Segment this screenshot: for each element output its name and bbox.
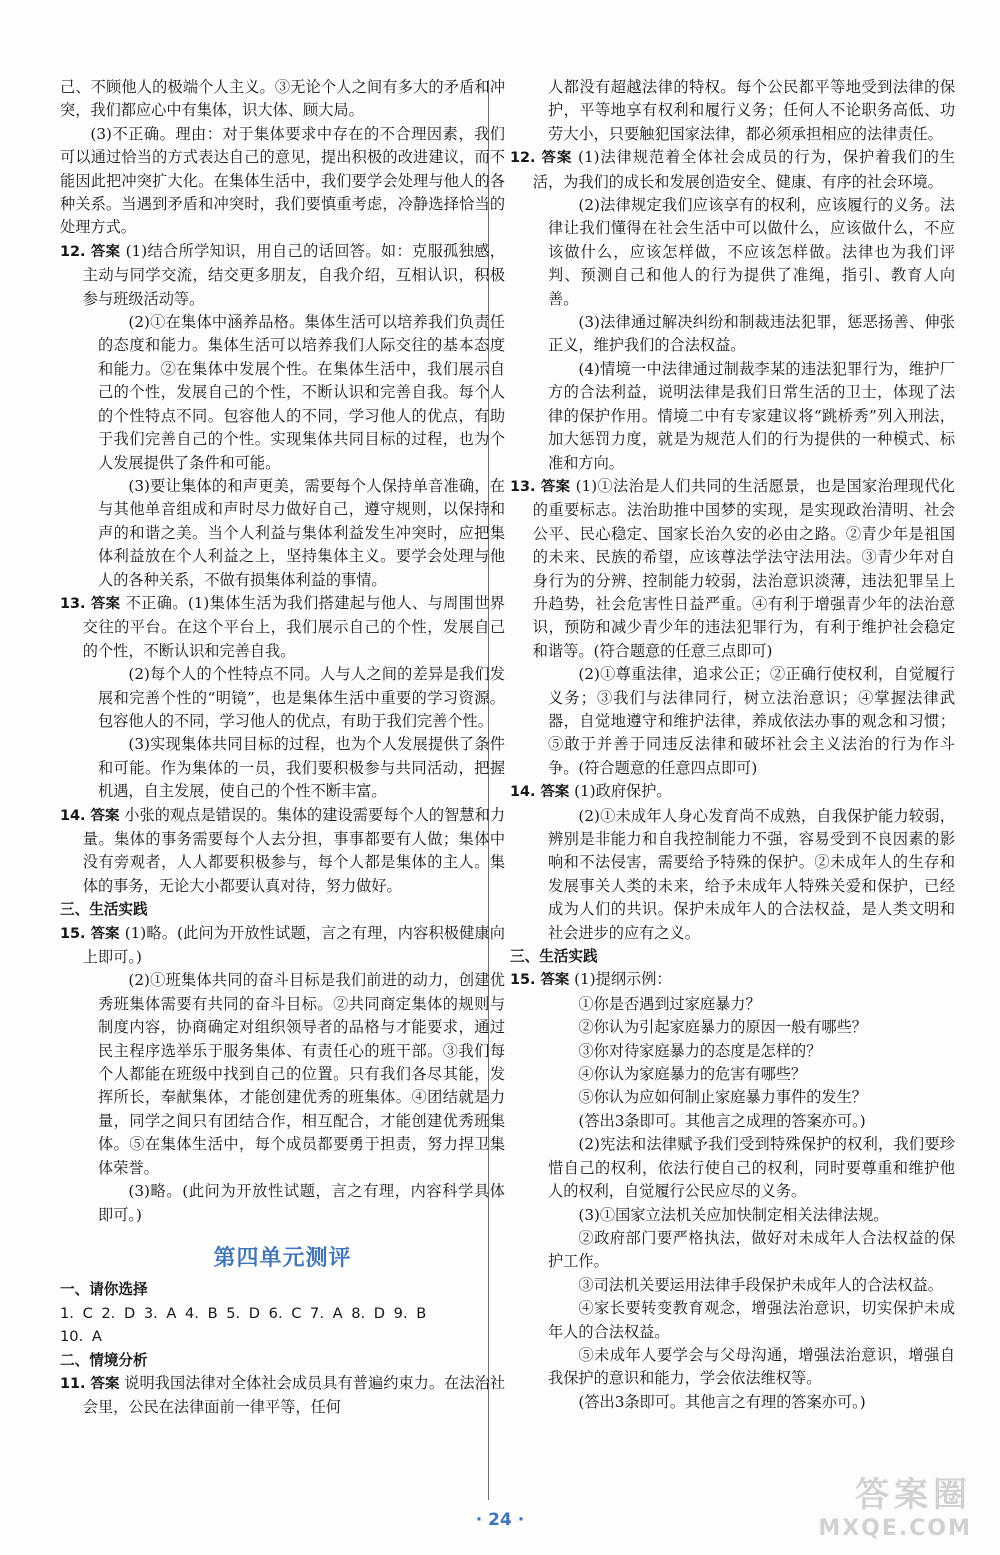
answer-text: (1)结合所学知识，用自己的话回答。如：克服孤独感，主动与同学交流，结交更多朋友，自我介绍，互相认识，积极参与班级活动等。 xyxy=(82,241,505,308)
answer-13 xyxy=(60,592,505,663)
watermark-logo xyxy=(722,1467,972,1547)
choice-answers: 1. C 2. D 3. A 4. B 5. D 6. C 7. A 8. D 9. B xyxy=(60,1304,427,1322)
answer-15 xyxy=(510,968,955,992)
left-column xyxy=(60,76,505,1420)
answer-label: 11. 答案 xyxy=(60,1375,120,1392)
answer-text: 小张的观点是错误的。集体的建设需要每个人的智慧和力量。集体的事务需要每个人去分担，事事都要有人做；集体中没有旁观者，人人都要积极参与，每个人都是集体的主人。集体的事务，无论大小都要认真对待，努力做好。 xyxy=(82,805,506,895)
answer-label: 13. 答案 xyxy=(510,478,571,495)
answer-part: ②政府部门要严格执法，做好对未成年人合法权益的保护工作。 xyxy=(548,1228,955,1271)
answer-part: (4)情境一中法律通过制裁李某的违法犯罪行为，维护厂方的合法利益，说明法律是我们日常生活的卫士，体现了法律的保护作用。情境二中有专家建议将“跳桥秀”列入刑法，加大惩罚力度，就是为规范人们的行为提供的一种模式、标准和方向。 xyxy=(548,359,955,472)
outline-item: ④你认为家庭暴力的危害有哪些？ xyxy=(578,1065,807,1084)
answer-text: 不正确。(1)集体生活为我们搭建起与他人、与周围世界交往的平台。在这个平台上，我们展示自己的个性，发展自己的个性，不断认识和完善自我。 xyxy=(82,593,505,660)
answer-part: ④家长要转变教育观念，增强法治意识，切实保护未成年人的合法权益。 xyxy=(548,1299,955,1341)
answer-12 xyxy=(510,146,955,194)
answer-text: (1)政府保护。 xyxy=(574,782,672,801)
answer-label: 13. 答案 xyxy=(60,595,121,612)
answer-text: (1)略。(此问为开放性试题，言之有理，内容积极健康向上即可。) xyxy=(82,923,505,967)
answer-11 xyxy=(60,1372,505,1420)
answer-part: (3)要让集体的和声更美，需要每个人保持单音准确，在与其他单音组成和声时尽力做好自己，遵守规则，以保持和声的和谐之美。当个人利益与集体利益发生冲突时，应把集体利益放在个人利益之上，坚持集体主义。要学会处理与他人的各种关系，不做有损集体利益的事情。 xyxy=(98,476,505,589)
answer-text: (1)法律规范着全体社会成员的行为，保护着我们的生活，为我们的成长和发展创造安全、健康、有序的社会环境。 xyxy=(532,148,956,191)
page-number: · 24 · xyxy=(475,1510,525,1530)
paragraph: 己、不顾他人的极端个人主义。③无论个人之间有多大的矛盾和冲突，我们都应心中有集体，识大体、顾大局。 xyxy=(60,78,505,120)
paragraph: 人都没有超越法律的特权。每个公民都平等地受到法律的保护，平等地享有权利和履行义务；任何人不论职务高低、功劳大小，只要触犯国家法律，都必须承担相应的法律责任。 xyxy=(548,78,955,143)
answer-label: 15. 答案 xyxy=(60,925,120,942)
answer-part: (2)①尊重法律，追求公正；②正确行使权利，自觉履行义务；③我们与法律同行，树立法治意识；④掌握法律武器，自觉地遵守和维护法律，养成依法办事的观念和习惯；⑤敢于并善于同违反法律和破坏社会主义法治的行为作斗争。(符合题意的任意四点即可) xyxy=(548,665,955,777)
answer-part: (3)略。(此问为开放性试题，言之有理，内容科学具体即可。) xyxy=(98,1182,505,1224)
answer-part: ⑤未成年人要学会与父母沟通，增强法治意识，增强自我保护的意识和能力，学会依法维权等。 xyxy=(548,1345,955,1388)
answer-part: (2)①未成年人身心发育尚不成熟，自我保护能力较弱，辨别是非能力和自我控制能力不强，容易受到不良因素的影响和不法侵害，需要给予特殊的保护。②未成年人的生存和发展事关人类的未来，给予未成年人特殊关爱和保护，已经成为人们的共识。保护未成年人的合法权益，是人类文明和社会进步的应有之义。 xyxy=(548,806,955,942)
answer-15 xyxy=(60,922,505,970)
section-heading: 一、请你选择 xyxy=(60,1281,148,1299)
answer-part: (3)实现集体共同目标的过程，也为个人发展提供了条件和可能。作为集体的一员，我们要积极参与共同活动，把握机遇，自主发展，使自己的个性不断丰富。 xyxy=(98,735,505,801)
answer-12 xyxy=(60,240,505,311)
answer-part: ③司法机关要运用法律手段保护未成年人的合法权益。 xyxy=(578,1275,943,1294)
answer-part: (3)①国家立法机关应加快制定相关法律法规。 xyxy=(578,1205,889,1224)
answer-label: 15. 答案 xyxy=(510,972,570,989)
outline-item: ①你是否遇到过家庭暴力？ xyxy=(578,994,761,1013)
answer-part: (2)①在集体中涵养品格。集体生活可以培养我们负责任的态度和能力。集体生活可以培养我们人际交往的基本态度和能力。②在集体中发展个性。在集体生活中，我们展示自己的个性，发展自己的个性，不断认识和完善自我。每个人的个性特点不同。包容他人的不同，学习他人的优点，有助于我们完善自己的个性。实现集体共同目标的过程，也为个人发展提供了条件和可能。 xyxy=(98,313,505,472)
answer-13 xyxy=(510,475,955,663)
watermark-url: MXQE.COM xyxy=(818,1516,972,1541)
answer-text: (1)提纲示例： xyxy=(574,970,672,989)
watermark-logo-text: 答案圈 xyxy=(855,1475,972,1515)
answer-note: (答出3条即可。其他言之有理的答案亦可。) xyxy=(578,1392,866,1411)
answer-label: 14. 答案 xyxy=(510,784,570,801)
answer-label: 14. 答案 xyxy=(60,807,120,824)
answer-14 xyxy=(60,804,505,899)
outline-item: ②你认为引起家庭暴力的原因一般有哪些？ xyxy=(578,1018,867,1037)
section-heading: 二、情境分析 xyxy=(60,1351,148,1369)
right-column xyxy=(510,76,955,1414)
answer-part: (3)法律通过解决纠纷和制裁违法犯罪，惩恶扬善、伸张正义，维护我们的合法权益。 xyxy=(548,313,955,355)
page-number-value: 24 xyxy=(488,1510,512,1530)
paragraph: (3)不正确。理由：对于集体要求中存在的不合理因素，我们可以通过恰当的方式表达自己的意见，提出积极的改进建议，而不能因此把冲突扩大化。在集体生活中，我们要学会处理与他人的各种关系。当遇到矛盾和冲突时，我们要慎重考虑，冷静选择恰当的处理方式。 xyxy=(60,124,505,237)
answer-14 xyxy=(510,780,955,804)
answer-part: (2)法律规定我们应该享有的权利，应该履行的义务。法律让我们懂得在社会生活中可以做什么，应该做什么，不应该做什么，应该怎样做，不应该怎样做。法律也为我们评判、预测自己和他人的行为提供了准绳，指引、教育人向善。 xyxy=(548,196,955,308)
answer-part: (2)宪法和法律赋予我们受到特殊保护的权利，我们要珍惜自己的权利，依法行使自己的权利，同时要尊重和维护他人的权利，自觉履行公民应尽的义务。 xyxy=(548,1135,955,1201)
section-heading: 三、生活实践 xyxy=(510,948,598,966)
answer-label: 12. 答案 xyxy=(510,150,573,167)
outline-item: ⑤你认为应如何制止家庭暴力事件的发生？ xyxy=(578,1088,867,1107)
answer-part: (2)①班集体共同的奋斗目标是我们前进的动力，创建优秀班集体需要有共同的奋斗目标。②共同商定集体的规则与制度内容，协商确定对组织领导者的品格与才能要求，通过民主程序选举乐于服务集体、有责任心的班干部。③我们每个人都能在班级中找到自己的位置。只有我们各尽其能，发挥所长，奉献集体，才能创建优秀的班集体。④团结就是力量，同学之间只有团结合作，相互配合，才能创建优秀班集体。⑤在集体生活中，每个成员都要勇于担责，努力捍卫集体荣誉。 xyxy=(98,971,505,1177)
answer-part: (2)每个人的个性特点不同。人与人之间的差异是我们发展和完善个性的“明镜”，也是集体生活中重要的学习资源。包容他人的不同，学习他人的优点，有助于我们完善个性。 xyxy=(98,665,505,730)
unit-title: 第四单元测评 xyxy=(213,1245,352,1271)
answer-text: (1)①法治是人们共同的生活愿景，也是国家治理现代化的重要标志。法治助推中国梦的实现，是实现政治清明、社会公平、民心稳定、国家长治久安的必由之路。②青少年是祖国的未来、民族的希望，应该尊法学法守法用法。③青少年对自身行为的分辨、控制能力较弱，法治意识淡薄，违法犯罪呈上升趋势，社会危害性日益严重。④有利于增强青少年的法治意识，预防和减少青少年的违法犯罪行为，有利于维护社会稳定和谐等。(符合题意的任意三点即可) xyxy=(532,476,955,660)
outline-note: (答出3条即可。其他言之成理的答案亦可。) xyxy=(578,1111,866,1130)
section-heading: 三、生活实践 xyxy=(60,901,148,919)
outline-item: ③你对待家庭暴力的态度是怎样的？ xyxy=(578,1041,822,1060)
choice-answers: 10. A xyxy=(60,1328,102,1346)
answer-text: 说明我国法律对全体社会成员具有普遍约束力。在法治社会里，公民在法律面前一律平等，任何 xyxy=(82,1373,506,1417)
answer-label: 12. 答案 xyxy=(60,243,121,260)
